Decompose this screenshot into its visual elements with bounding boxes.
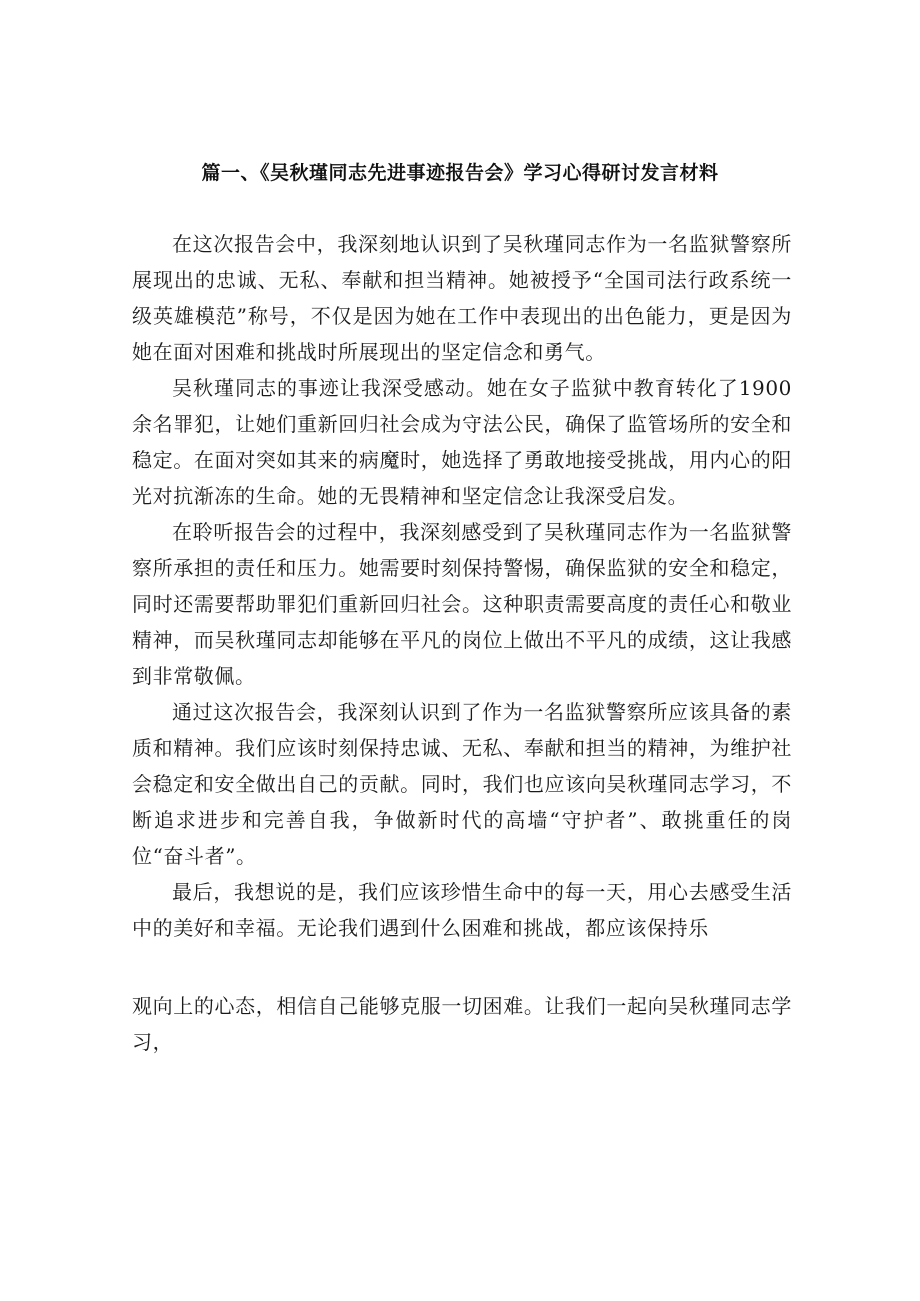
- paragraph-4: 通过这次报告会，我深刻认识到了作为一名监狱警察所应该具备的素质和精神。我们应该时刻保持忠诚、无私、奉献和担当的精神，为维护社会稳定和安全做出自己的贡献。同时，我们也应该向吴秋瑾同志学习，不断追求进步和完善自我，争做新时代的高墙“守护者”、敢挑重任的岗位“奋斗者”。: [132, 700, 792, 868]
- document-title: 篇一、《吴秋瑾同志先进事迹报告会》学习心得研讨发言材料: [201, 162, 719, 184]
- paragraph-5: 最后，我想说的是，我们应该珍惜生命中的每一天，用心去感受生活中的美好和幸福。无论我们遇到什么困难和挑战，都应该保持乐: [132, 880, 792, 940]
- paragraph-continuation: 观向上的心态，相信自己能够克服一切困难。让我们一起向吴秋瑾同志学习，: [132, 994, 792, 1054]
- paragraph-1: 在这次报告会中，我深刻地认识到了吴秋瑾同志作为一名监狱警察所展现出的忠诚、无私、奉献和担当精神。她被授予“全国司法行政系统一级英雄模范”称号，不仅是因为她在工作中表现出的出色能力，更是因为她在面对困难和挑战时所展现出的坚定信念和勇气。: [132, 232, 792, 364]
- document-body: [132, 226, 792, 1060]
- paragraph-2: 吴秋瑾同志的事迹让我深受感动。她在女子监狱中教育转化了1900余名罪犯，让她们重新回归社会成为守法公民，确保了监管场所的安全和稳定。在面对突如其来的病魔时，她选择了勇敢地接受挑战，用内心的阳光对抗渐冻的生命。她的无畏精神和坚定信念让我深受启发。: [132, 376, 792, 508]
- paragraph-gap: [132, 946, 792, 988]
- paragraph-3: 在聆听报告会的过程中，我深刻感受到了吴秋瑾同志作为一名监狱警察所承担的责任和压力。她需要时刻保持警惕，确保监狱的安全和稳定，同时还需要帮助罪犯们重新回归社会。这种职责需要高度的责任心和敬业精神，而吴秋瑾同志却能够在平凡的岗位上做出不平凡的成绩，这让我感到非常敬佩。: [132, 520, 792, 688]
